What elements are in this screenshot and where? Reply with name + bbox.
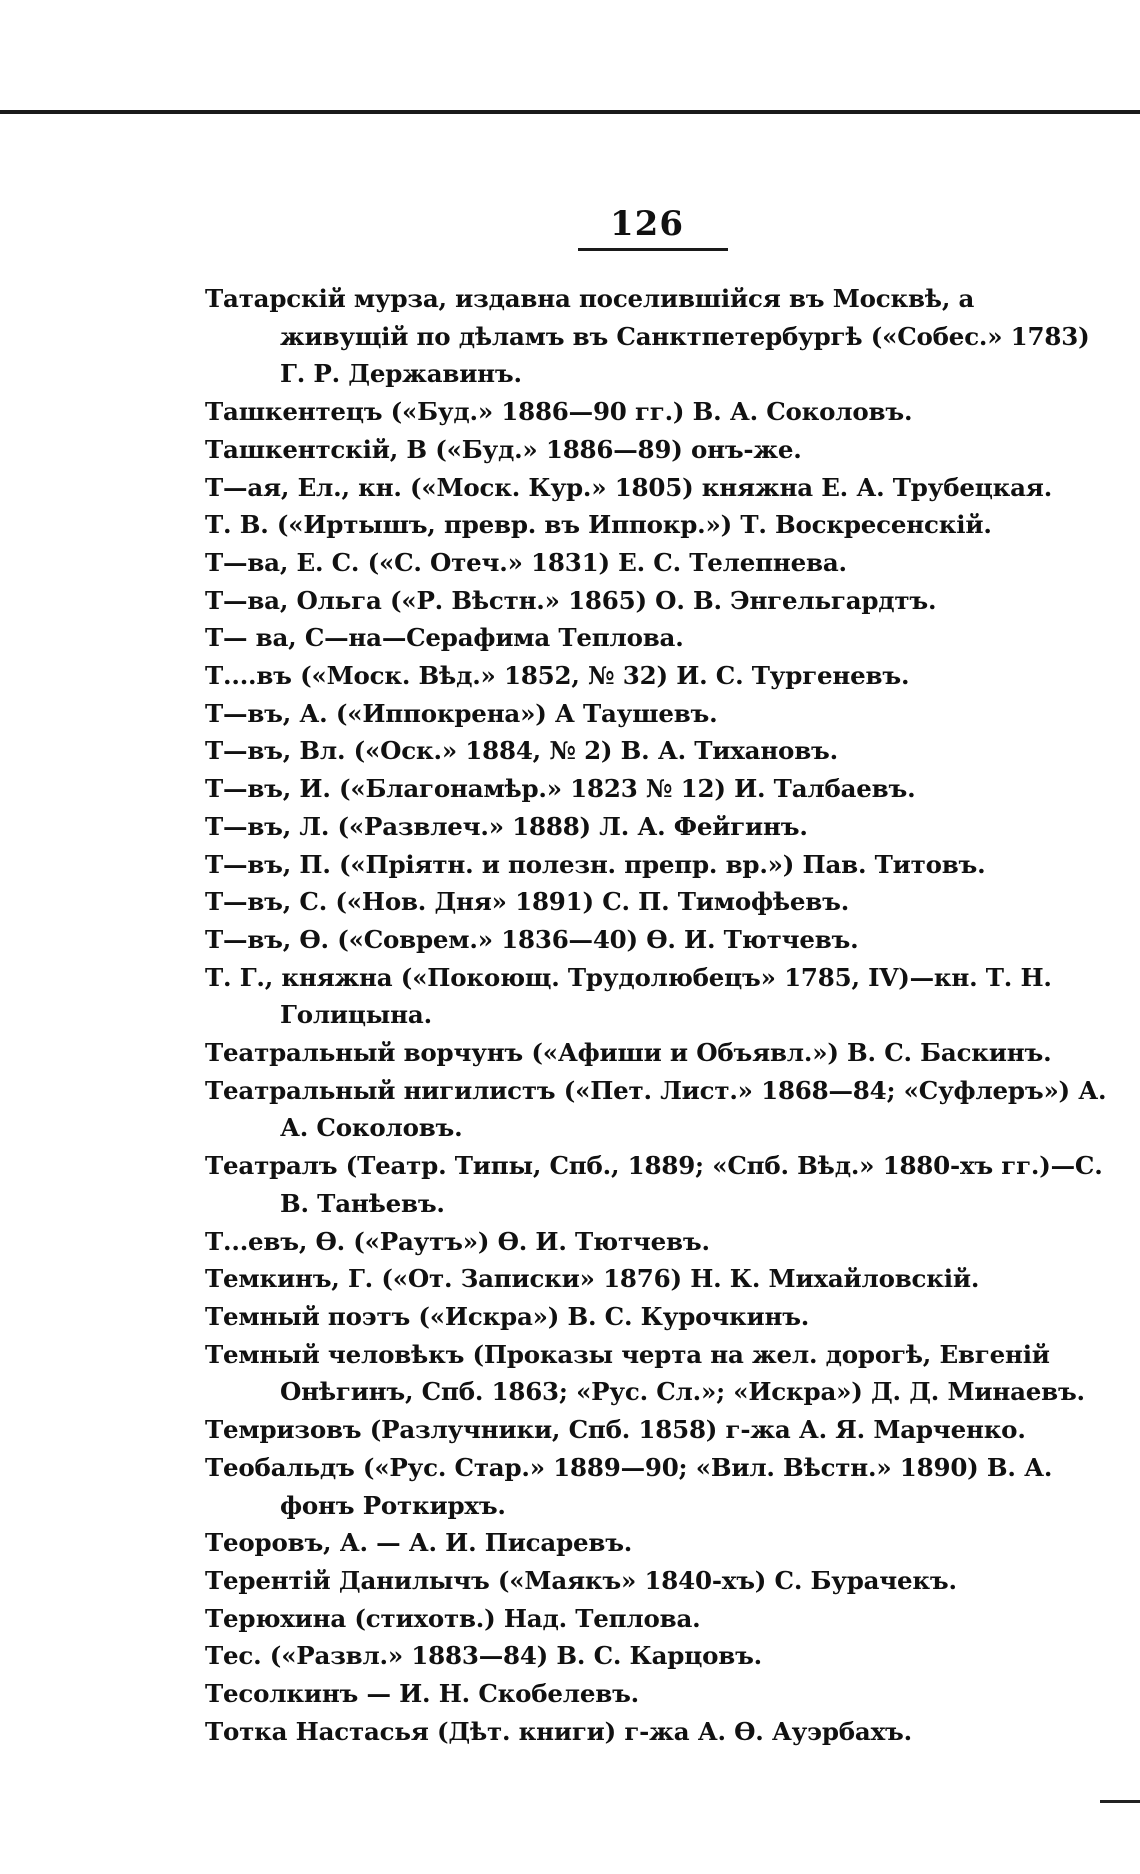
list-item: Тесолкинъ — И. Н. Скобелевъ. [205, 1679, 639, 1709]
pseudonym-entries-list [205, 280, 1110, 1750]
list-item: Теоровъ, А. — А. И. Писаревъ. [205, 1528, 633, 1558]
list-item: Терентій Данилычъ («Маякъ» 1840-хъ) С. Бурачекъ. [205, 1565, 957, 1595]
page-number-underline [578, 248, 728, 251]
list-item: Т—въ, Л. («Развлеч.» 1888) Л. А. Фейгинъ. [205, 811, 808, 841]
list-item: Темкинъ, Г. («От. Записки» 1876) Н. К. Михайловскій. [205, 1264, 980, 1294]
list-item: Т—въ, Ѳ. («Соврем.» 1836—40) Ѳ. И. Тютчевъ. [205, 924, 859, 954]
list-item: Темный человѣкъ (Проказы черта на жел. дорогѣ, Евгеній Онѣгинъ, Спб. 1863; «Рус. Сл.»; «Искра») Д. Д. Минаевъ. [205, 1339, 1085, 1407]
list-item: Тес. («Развл.» 1883—84) В. С. Карцовъ. [205, 1641, 763, 1671]
margin-mark [1100, 1800, 1140, 1803]
top-rule [0, 110, 1140, 114]
list-item: Т— ва, С—на—Серафима Теплова. [205, 623, 684, 653]
list-item: Ташкентскій, В («Буд.» 1886—89) онъ-же. [205, 434, 802, 464]
list-item: Т—въ, С. («Нов. Дня» 1891) С. П. Тимофѣевъ. [205, 887, 850, 917]
list-item: Т—въ, А. («Иппокрена») А Таушевъ. [205, 698, 718, 728]
list-item: Т—въ, И. («Благонамѣр.» 1823 № 12) И. Талбаевъ. [205, 774, 916, 804]
list-item: Татарскій мурза, издавна поселившійся въ Москвѣ, а живущій по дѣламъ въ Санктпетербургѣ («Собес.» 1783) Г. Р. Державинъ. [205, 284, 1090, 389]
page-number: 126 [610, 204, 684, 244]
list-item: Т. Г., княжна («Покоющ. Трудолюбецъ» 1785, IV)—кн. Т. Н. Голицына. [205, 962, 1052, 1030]
list-item: Театральный нигилистъ («Пет. Лист.» 1868—84; «Суфлеръ») А. А. Соколовъ. [205, 1075, 1107, 1143]
list-item: Т. В. («Иртышъ, превр. въ Иппокр.») Т. Воскресенскій. [205, 510, 992, 540]
list-item: Т—въ, П. («Пріятн. и полезн. препр. вр.») Пав. Титовъ. [205, 849, 986, 879]
list-item: Т—ая, Ел., кн. («Моск. Кур.» 1805) княжна Е. А. Трубецкая. [205, 472, 1053, 502]
list-item: Т—ва, Ольга («Р. Вѣстн.» 1865) О. В. Энгельгардтъ. [205, 585, 937, 615]
list-item: Темризовъ (Разлучники, Спб. 1858) г-жа А. Я. Марченко. [205, 1415, 1026, 1445]
list-item: Терюхина (стихотв.) Над. Теплова. [205, 1603, 701, 1633]
list-item: Ташкентецъ («Буд.» 1886—90 гг.) В. А. Соколовъ. [205, 397, 913, 427]
list-item: Т...евъ, Ѳ. («Раутъ») Ѳ. И. Тютчевъ. [205, 1226, 710, 1256]
list-item: Театральный ворчунъ («Афиши и Объявл.») В. С. Баскинъ. [205, 1038, 1052, 1068]
list-item: Театралъ (Театр. Типы, Спб., 1889; «Спб. Вѣд.» 1880-хъ гг.)—С. В. Танѣевъ. [205, 1151, 1103, 1218]
list-item: Темный поэтъ («Искра») В. С. Курочкинъ. [205, 1301, 810, 1331]
list-item: Теобальдъ («Рус. Стар.» 1889—90; «Вил. Вѣстн.» 1890) В. А. фонъ Роткирхъ. [205, 1452, 1053, 1520]
list-item: Т—ва, Е. С. («С. Отеч.» 1831) Е. С. Телепнева. [205, 547, 847, 577]
list-item: Т—въ, Вл. («Оск.» 1884, № 2) В. А. Тихановъ. [205, 736, 838, 766]
list-item: Тотка Настасья (Дѣт. книги) г-жа А. Ѳ. Ауэрбахъ. [205, 1716, 912, 1746]
list-item: Т....въ («Моск. Вѣд.» 1852, № 32) И. С. Тургеневъ. [205, 661, 910, 691]
